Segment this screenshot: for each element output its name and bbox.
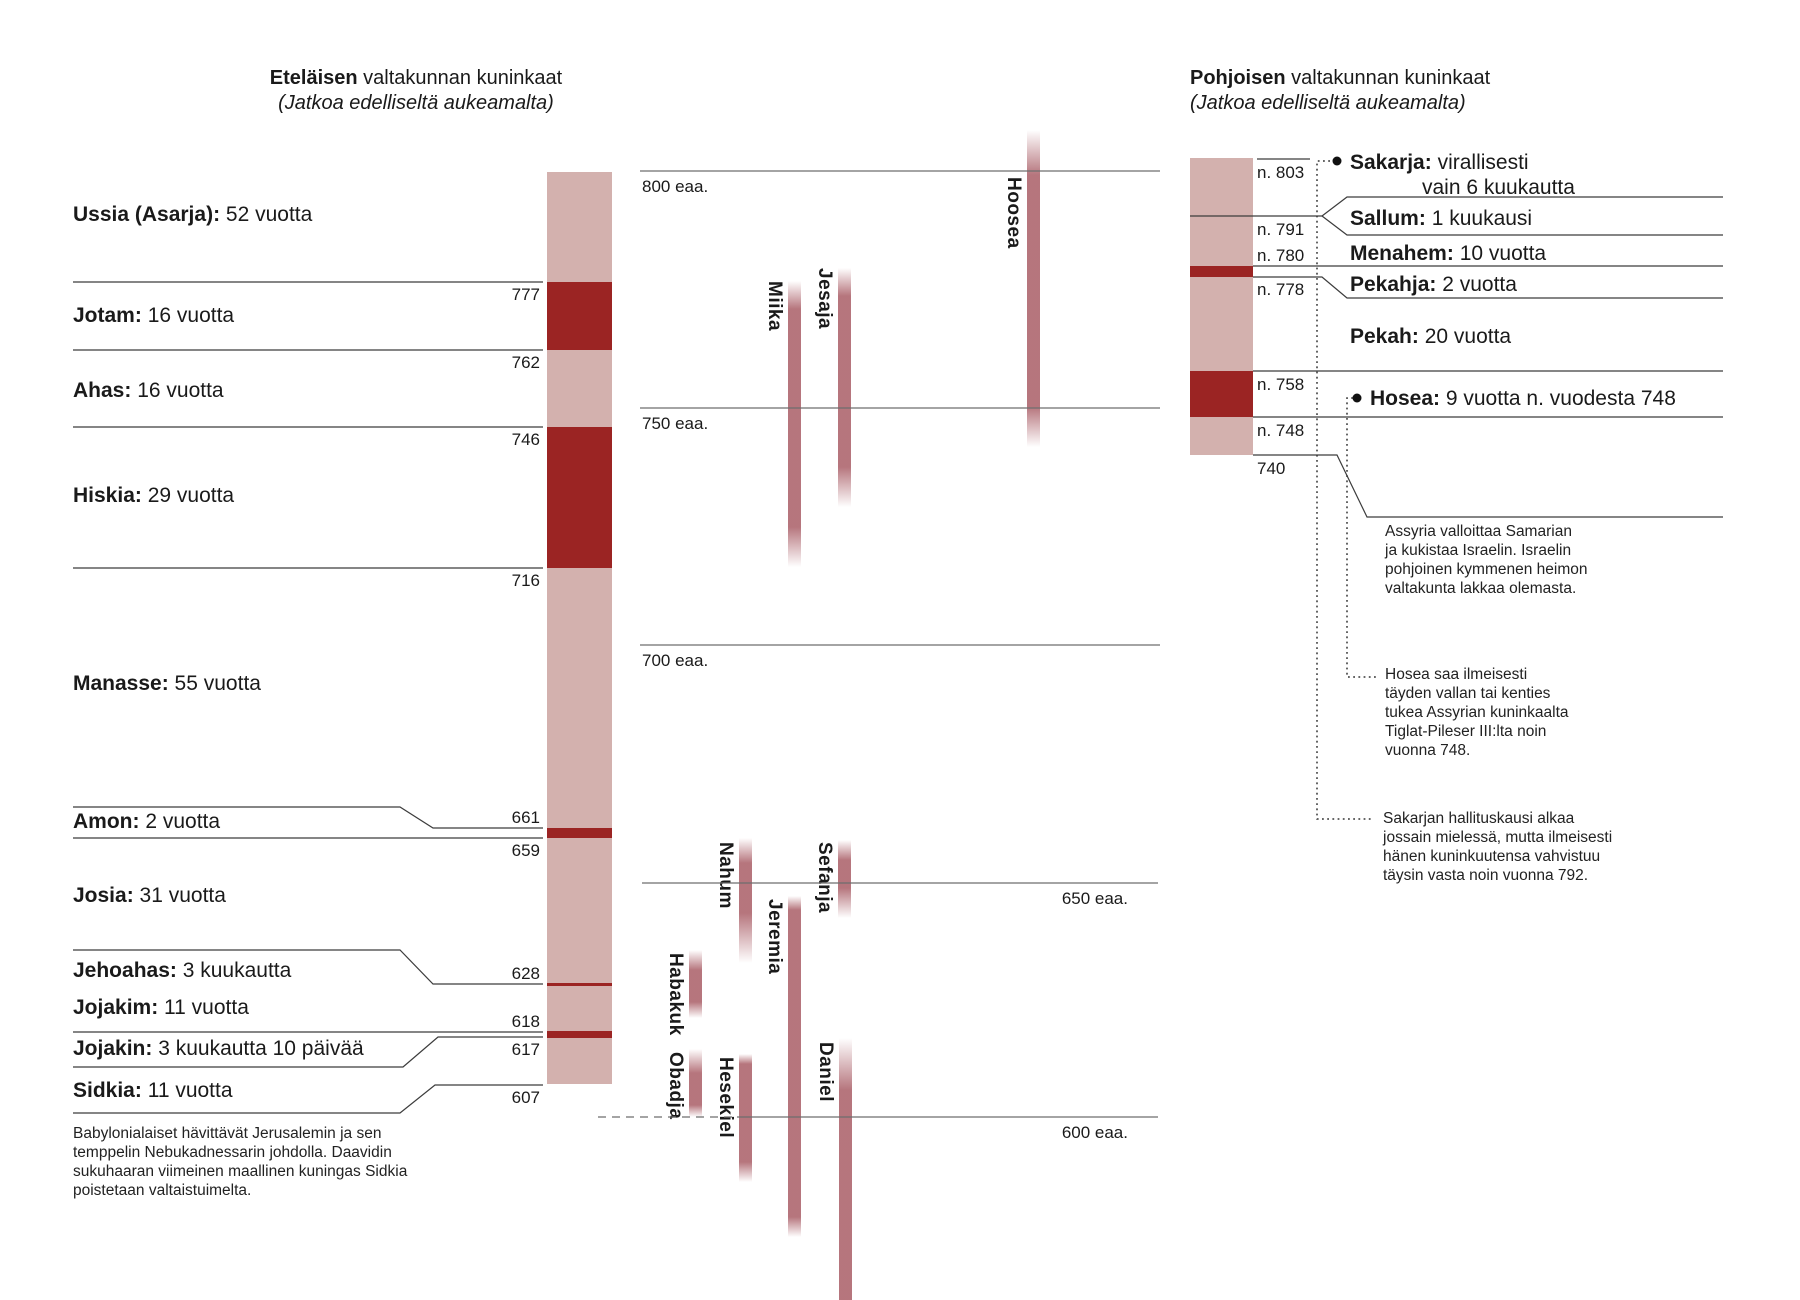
babylon-note [73, 1124, 407, 1200]
south-year-777: 777 [511, 285, 540, 304]
south-year-618: 618 [511, 1012, 540, 1031]
king-label-jojakin [73, 1037, 364, 1061]
king-name-pekah: Pekah: [1350, 325, 1419, 348]
king-name-sakarja: Sakarja: [1350, 151, 1432, 174]
king-name-amon: Amon: [73, 810, 140, 833]
sakarja-bullet [1333, 157, 1342, 166]
king-reign-hiskia: 29 vuotta [141, 484, 235, 507]
king-label-manasse [73, 672, 261, 696]
king-reign-hosea: 9 vuotta n. vuodesta 748 [1440, 387, 1676, 410]
king-reign-ahas: 16 vuotta [131, 379, 224, 402]
king-reign-manasse: 55 vuotta [168, 672, 261, 695]
king-name-manasse: Manasse: [73, 672, 169, 695]
prophet-label-habakuk: Habakuk [665, 953, 686, 1036]
king-name-jojakim: Jojakim: [73, 996, 159, 1019]
babylon-note-line: temppelin Nebukadnessarin johdolla. Daavidin [73, 1144, 392, 1161]
assyria-note-line: pohjoinen kymmenen heimon [1385, 561, 1588, 578]
assyria-note [1385, 522, 1587, 598]
king-label-sallum [1350, 207, 1532, 231]
dotted-hosea-line [1347, 398, 1377, 677]
king-name-josia: Josia: [73, 884, 134, 907]
king-label-ussia [73, 203, 312, 227]
king-reign-pekah: 20 vuotta [1418, 325, 1512, 348]
south-year-716: 716 [511, 571, 540, 590]
hosea-bullet [1353, 394, 1362, 403]
prophet-label-sefanja: Sefanja [814, 842, 835, 914]
south-year-762: 762 [511, 353, 540, 372]
king-name-jojakin: Jojakin: [73, 1037, 153, 1060]
king-name-jehoahas: Jehoahas: [73, 959, 177, 982]
south-year-661: 661 [511, 808, 540, 827]
king-name-ussia: Ussia (Asarja): [73, 203, 221, 226]
hosea-note [1385, 665, 1569, 760]
king-name-sallum: Sallum: [1350, 207, 1426, 230]
south-title-subtitle: (Jatkoa edelliseltä aukeamalta) [278, 92, 554, 114]
king-label-sakarja [1350, 151, 1529, 175]
prophet-label-jeremia: Jeremia [764, 899, 785, 975]
south-year-746: 746 [511, 430, 540, 449]
babylon-note-line: poistetaan valtaistuimelta. [73, 1182, 252, 1199]
north-740-line [1253, 455, 1723, 517]
king-reign-sallum: 1 kuukausi [1425, 207, 1533, 230]
king-label-pekah [1350, 325, 1511, 349]
king-label-menahem [1350, 242, 1546, 266]
king-reign-jehoahas: 3 kuukautta [176, 959, 292, 982]
sakarja-note-line: jossain mielessä, mutta ilmeisesti [1383, 829, 1613, 846]
prophet-label-obadja: Obadja [665, 1052, 686, 1120]
king-reign-jotam: 16 vuotta [141, 304, 235, 327]
king-name-hosea: Hosea: [1370, 387, 1441, 410]
north-year-n-748: n. 748 [1257, 421, 1305, 440]
north-year-n-778: n. 778 [1257, 280, 1305, 299]
south-year-617: 617 [511, 1040, 540, 1059]
king-reign-amon: 2 vuotta [139, 810, 221, 833]
king-reign-menahem: 10 vuotta [1453, 242, 1547, 265]
hosea-note-line: tukea Assyrian kuninkaalta [1385, 704, 1569, 721]
prophet-label-daniel: Daniel [815, 1042, 836, 1103]
south-year-659: 659 [511, 841, 540, 860]
king-name-pekahja: Pekahja: [1350, 273, 1437, 296]
prophet-label-nahum: Nahum [715, 842, 736, 909]
king-name-jotam: Jotam: [73, 304, 142, 327]
prophet-label-hesekiel: Hesekiel [715, 1057, 736, 1139]
north-year-n-780: n. 780 [1257, 246, 1305, 265]
king-label-hiskia [73, 484, 234, 508]
era-label-750-eaa-: 750 eaa. [642, 414, 709, 433]
south-year-607: 607 [511, 1088, 540, 1107]
king-reign-sakarja: virallisesti [1431, 151, 1529, 174]
north-year-n-803: n. 803 [1257, 163, 1305, 182]
north-title-subtitle: (Jatkoa edelliseltä aukeamalta) [1190, 92, 1466, 114]
north-title-bold: Pohjoisen [1190, 67, 1286, 89]
king-reign-jojakim: 11 vuotta [158, 996, 249, 1019]
king-name-menahem: Menahem: [1350, 242, 1454, 265]
king-reign-jojakin: 3 kuukautta 10 päivää [152, 1037, 364, 1060]
king-label-hosea [1370, 387, 1676, 411]
north-year-740: 740 [1257, 459, 1286, 478]
king-reign-josia: 31 vuotta [133, 884, 226, 907]
prophet-label-miika: Miika [764, 281, 785, 332]
era-label-650-eaa-: 650 eaa. [1061, 889, 1128, 908]
hosea-note-line: täyden vallan tai kenties [1385, 685, 1551, 702]
south-title-bold: Eteläisen [269, 67, 358, 89]
babylon-note-line: sukuhaaran viimeinen maallinen kuningas Sidkia [73, 1163, 408, 1180]
prophet-label-jesaja: Jesaja [814, 268, 835, 330]
king-reign-sakarja-2: vain 6 kuukautta [1422, 176, 1575, 199]
hosea-note-line: vuonna 748. [1385, 742, 1471, 759]
north-title-rest: valtakunnan kuninkaat [1285, 67, 1491, 89]
babylon-note-line: Babylonialaiset hävittävät Jerusalemin ja sen [73, 1125, 382, 1142]
prophet-label-hoosea: Hoosea [1003, 177, 1024, 249]
king-reign-ussia: 52 vuotta [220, 203, 313, 226]
north-year-n-791: n. 791 [1257, 220, 1305, 239]
king-label-sidkia [73, 1079, 233, 1103]
era-label-800-eaa-: 800 eaa. [642, 177, 709, 196]
assyria-note-line: ja kukistaa Israelin. Israelin [1385, 542, 1572, 559]
king-label-amon [73, 810, 220, 834]
king-label-jehoahas [73, 959, 291, 983]
assyria-note-line: Assyria valloittaa Samarian [1385, 523, 1572, 540]
hosea-note-line: Tiglat-Pileser III:lta noin [1385, 723, 1547, 740]
king-reign-sidkia: 11 vuotta [141, 1079, 233, 1102]
king-name-ahas: Ahas: [73, 379, 132, 402]
sakarja-note-line: Sakarjan hallituskausi alkaa [1383, 810, 1575, 827]
king-label-josia [73, 884, 226, 908]
king-reign-pekahja: 2 vuotta [1436, 273, 1517, 296]
hosea-note-line: Hosea saa ilmeisesti [1385, 666, 1528, 683]
king-label-jotam [73, 304, 234, 328]
north-year-n-758: n. 758 [1257, 375, 1305, 394]
assyria-note-line: valtakunta lakkaa olemasta. [1385, 580, 1577, 597]
sakarja-note-line: hänen kuninkuutensa vahvistuu [1383, 848, 1601, 865]
king-name-sidkia: Sidkia: [73, 1079, 142, 1102]
era-label-700-eaa-: 700 eaa. [642, 651, 709, 670]
king-label-jojakim [73, 996, 249, 1020]
king-label-ahas [73, 379, 224, 403]
king-label-pekahja [1350, 273, 1517, 297]
sakarja-note [1383, 809, 1612, 885]
king-name-hiskia: Hiskia: [73, 484, 142, 507]
era-label-600-eaa-: 600 eaa. [1061, 1123, 1128, 1142]
south-title-rest: valtakunnan kuninkaat [357, 67, 563, 89]
sakarja-note-line: täysin vasta noin vuonna 792. [1383, 867, 1589, 884]
king-label-sakarja-2 [1422, 176, 1575, 200]
south-year-628: 628 [511, 964, 540, 983]
